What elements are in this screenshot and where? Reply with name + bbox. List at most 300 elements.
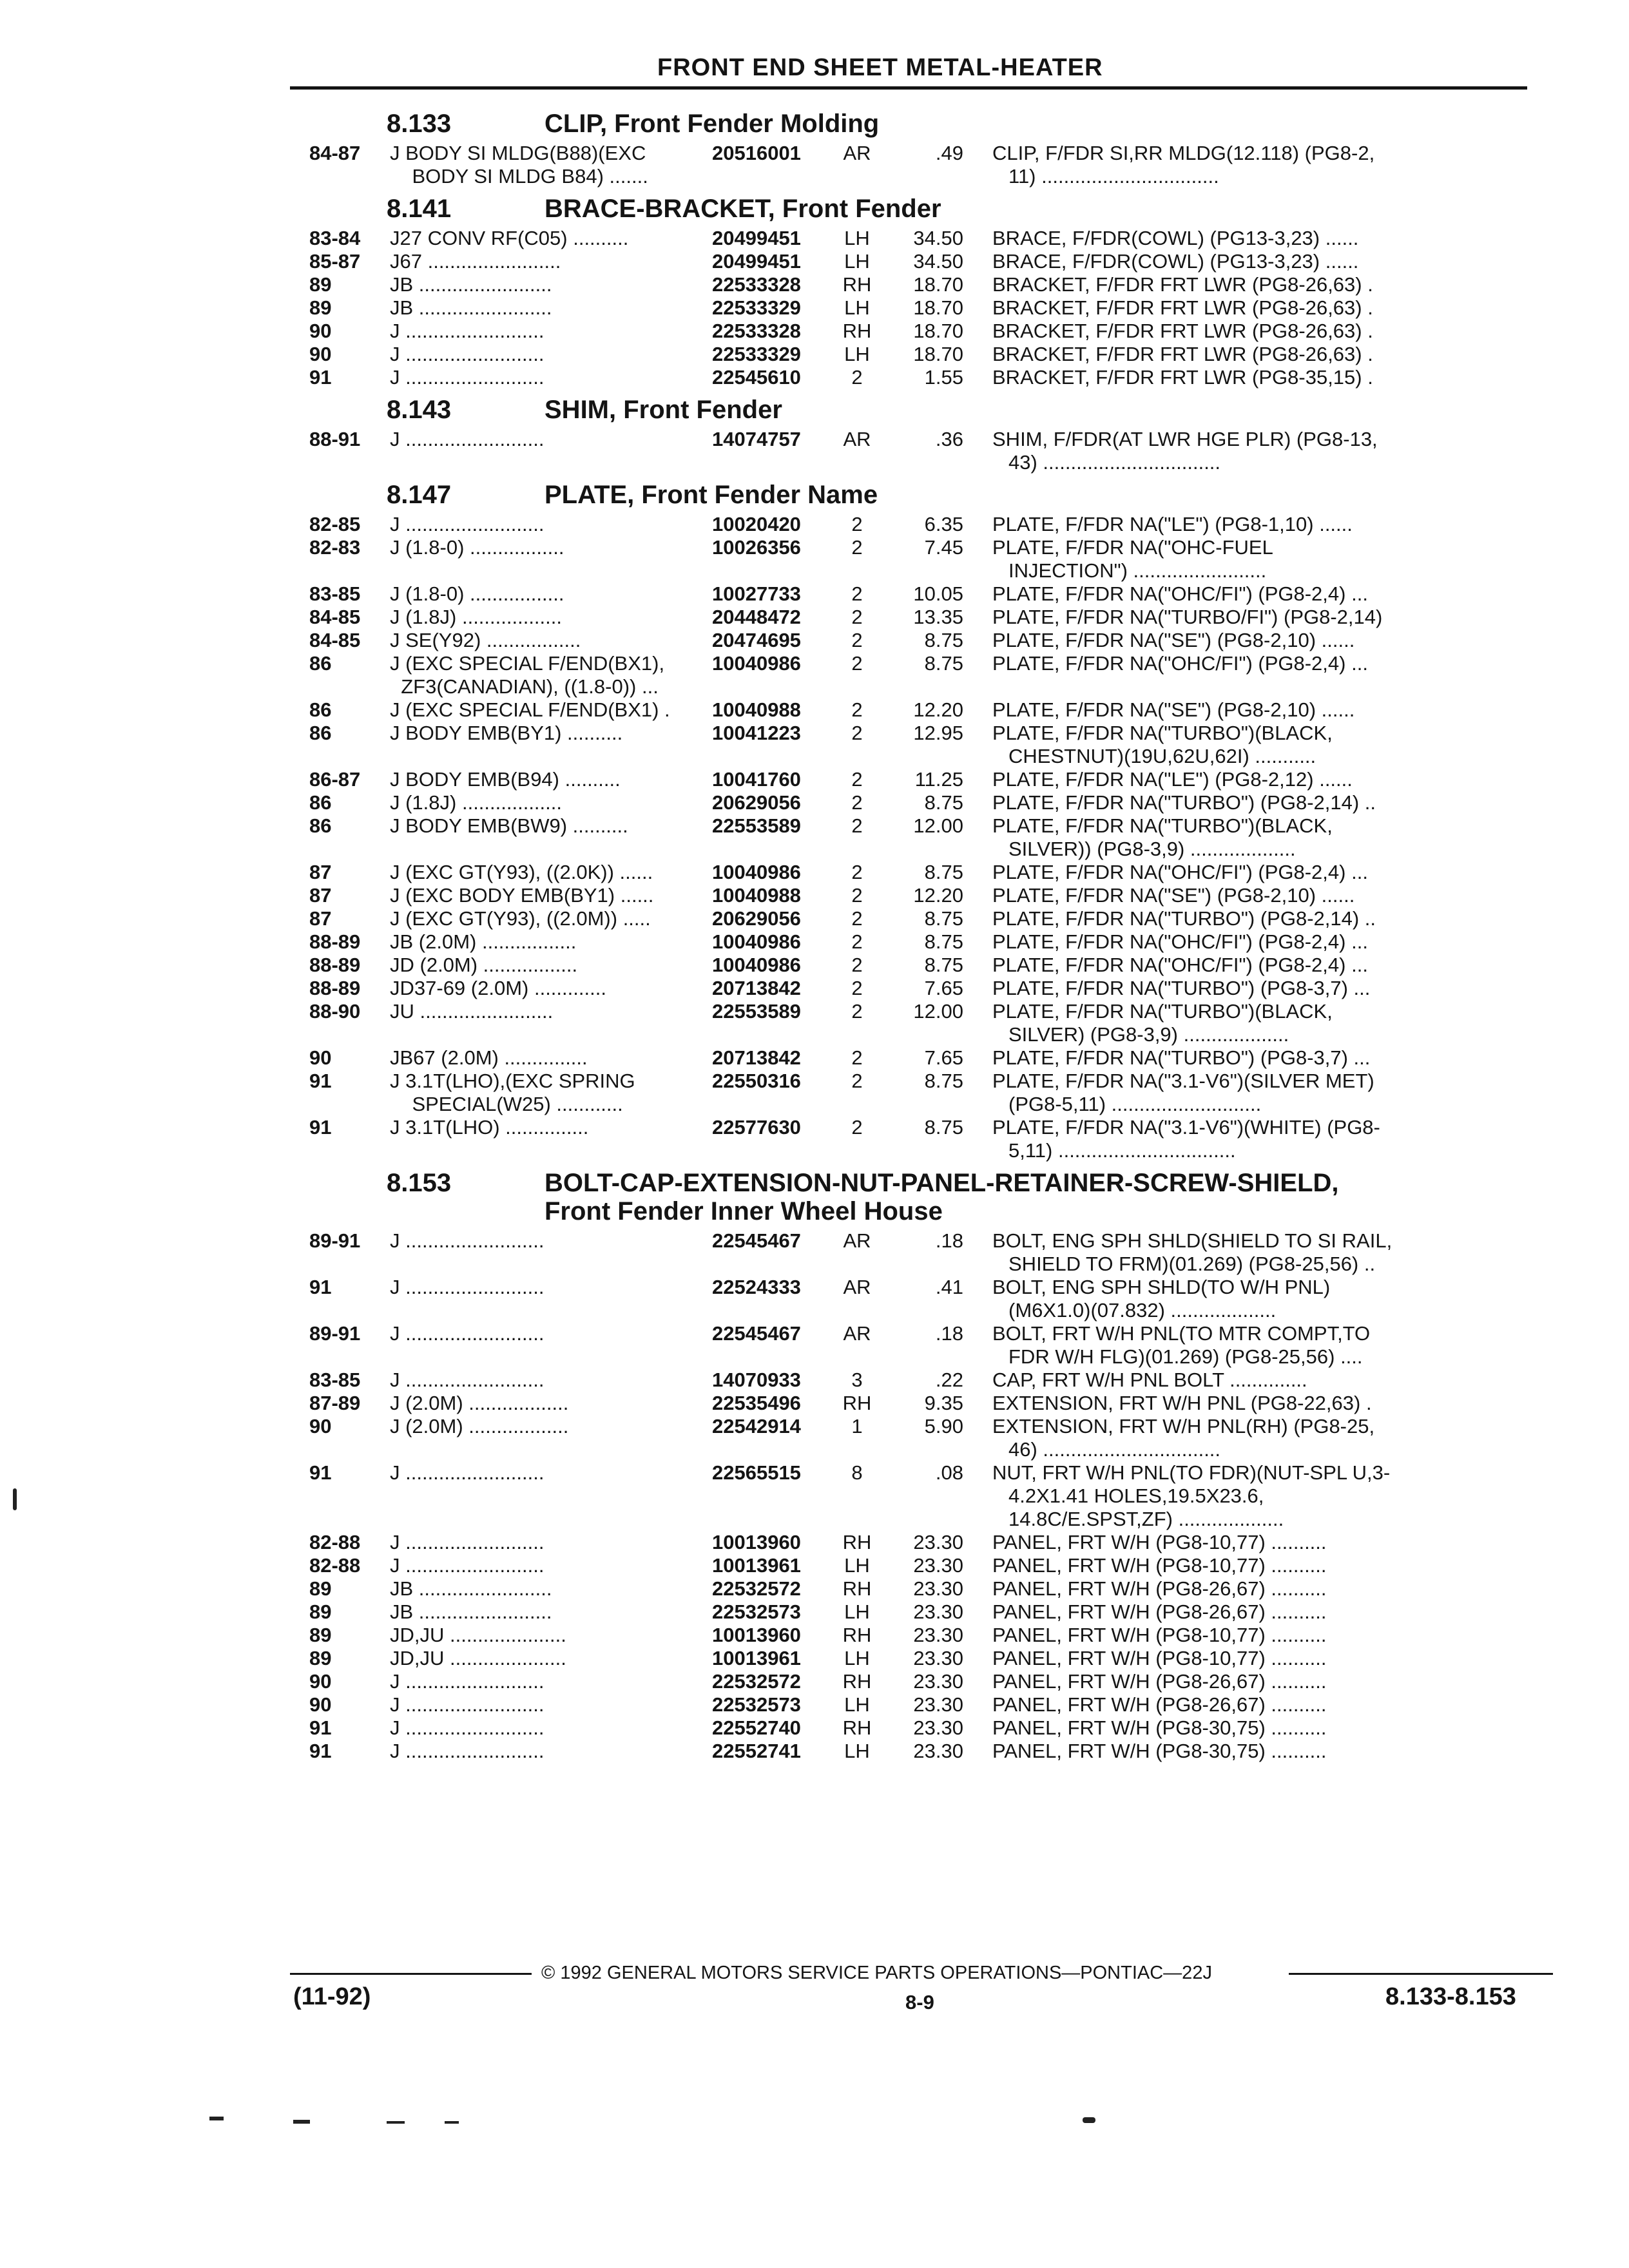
model-description [390, 1716, 712, 1740]
table-row [309, 954, 1534, 977]
table-row [309, 536, 1534, 582]
quantity: 2 [851, 629, 863, 651]
column-gap [963, 1070, 992, 1116]
price: 8.75 [924, 629, 963, 651]
model-year: 89 [309, 1624, 332, 1646]
model-year: 90 [309, 343, 332, 365]
part-description [992, 1415, 1534, 1461]
price: 12.20 [913, 698, 963, 721]
quantity: AR [843, 1276, 871, 1298]
model-description [390, 1670, 712, 1693]
part-number: 20499451 [712, 227, 801, 249]
model-line: JB (2.0M) ................. [390, 930, 577, 953]
model-description [390, 652, 712, 698]
model-description [390, 1740, 712, 1763]
page-title: FRONT END SHEET METAL-HEATER [657, 54, 1103, 81]
description-line: CAP, FRT W/H PNL BOLT .............. [992, 1369, 1307, 1391]
model-line: J (EXC BODY EMB(BY1) ...... [390, 884, 654, 907]
model-line: J27 CONV RF(C05) .......... [390, 227, 629, 249]
part-description [992, 1508, 1534, 1531]
price: 23.30 [913, 1647, 963, 1669]
model-year: 88-89 [309, 930, 361, 953]
description-line: PLATE, F/FDR NA("SE") (PG8-2,10) ...... [992, 629, 1355, 651]
model-year: 90 [309, 1415, 332, 1437]
column-gap [963, 1415, 992, 1461]
section-header [309, 195, 1534, 223]
model-year: 89-91 [309, 1322, 361, 1345]
part-description [992, 1670, 1534, 1693]
part-description [992, 629, 1534, 652]
quantity: RH [842, 273, 872, 296]
part-number: 22533328 [712, 273, 801, 296]
model-year: 91 [309, 1116, 332, 1139]
model-description [390, 1415, 712, 1461]
quantity: 1 [851, 1415, 863, 1437]
part-description [992, 1116, 1534, 1162]
part-description [992, 768, 1534, 791]
column-gap [963, 296, 992, 320]
table-row [309, 1392, 1534, 1415]
model-description [390, 1647, 712, 1670]
part-number: 10041760 [712, 768, 801, 791]
price: .22 [935, 1369, 963, 1391]
part-description [992, 1716, 1534, 1740]
model-line: J67 ........................ [390, 250, 561, 273]
part-description [992, 1322, 1534, 1369]
table-row [309, 1415, 1534, 1461]
part-number: 10013960 [712, 1531, 801, 1553]
model-year: 90 [309, 1046, 332, 1069]
part-description [992, 1461, 1534, 1508]
column-gap [963, 1322, 992, 1369]
part-description [992, 884, 1534, 907]
price: 5.90 [924, 1415, 963, 1437]
model-description [390, 1322, 712, 1369]
quantity: 2 [851, 1070, 863, 1092]
description-line: PLATE, F/FDR NA("TURBO") (PG8-2,14) .. [992, 907, 1376, 930]
model-year: 82-88 [309, 1554, 361, 1577]
quantity: LH [844, 1554, 870, 1577]
part-description [992, 1740, 1534, 1763]
description-line: PLATE, F/FDR NA("SE") (PG8-2,10) ...... [992, 698, 1355, 721]
model-description [390, 142, 712, 188]
description-line: PLATE, F/FDR NA("TURBO")(BLACK, [992, 1000, 1333, 1023]
model-year: 82-85 [309, 513, 361, 535]
model-year: 86 [309, 722, 332, 744]
part-description [992, 366, 1534, 389]
part-description [992, 1046, 1534, 1070]
model-line: J ......................... [390, 1369, 545, 1391]
model-description [390, 1508, 712, 1531]
price: 23.30 [913, 1531, 963, 1553]
column-gap [963, 1508, 992, 1531]
model-description [390, 1624, 712, 1647]
description-continuation: SILVER)) (PG8-3,9) ................... [1008, 838, 1296, 860]
quantity: 2 [851, 930, 863, 953]
model-line: J BODY SI MLDG(B88)(EXC [390, 142, 646, 164]
model-year: 86 [309, 791, 332, 814]
description-line: BOLT, ENG SPH SHLD(SHIELD TO SI RAIL, [992, 1229, 1393, 1252]
column-gap [963, 273, 992, 296]
quantity: 2 [851, 1046, 863, 1069]
part-description [992, 1000, 1534, 1046]
model-line: J BODY EMB(BY1) .......... [390, 722, 623, 744]
description-continuation: 4.2X1.41 HOLES,19.5X23.6, [1008, 1485, 1264, 1507]
description-line: PLATE, F/FDR NA("OHC/FI") (PG8-2,4) ... [992, 582, 1368, 605]
part-description [992, 1693, 1534, 1716]
model-line: J (1.8-0) ................. [390, 536, 564, 559]
model-year: 88-89 [309, 977, 361, 999]
part-number: 10040988 [712, 884, 801, 907]
column-gap [963, 629, 992, 652]
description-line: PLATE, F/FDR NA("OHC/FI") (PG8-2,4) ... [992, 652, 1368, 675]
description-line: EXTENSION, FRT W/H PNL (PG8-22,63) . [992, 1392, 1372, 1414]
model-year: 91 [309, 1070, 332, 1092]
description-line: NUT, FRT W/H PNL(TO FDR)(NUT-SPL U,3- [992, 1461, 1391, 1484]
scan-mark [445, 2121, 459, 2124]
column-gap [963, 1000, 992, 1046]
price: 11.25 [914, 768, 963, 791]
model-description [390, 907, 712, 930]
table-row [309, 1531, 1534, 1554]
model-line: ZF3(CANADIAN), ((1.8-0)) ... [390, 675, 659, 698]
table-row [309, 1461, 1534, 1508]
description-line: PLATE, F/FDR NA("SE") (PG8-2,10) ...... [992, 884, 1355, 907]
price [880, 1508, 963, 1531]
model-line: J ......................... [390, 1670, 545, 1693]
description-line: SHIM, F/FDR(AT LWR HGE PLR) (PG8-13, [992, 428, 1378, 450]
column-gap [963, 1116, 992, 1162]
price: 10.05 [913, 582, 963, 605]
description-line: BRACKET, F/FDR FRT LWR (PG8-26,63) . [992, 343, 1373, 365]
part-number: 14074757 [712, 428, 801, 450]
table-row [309, 428, 1534, 474]
scan-mark [209, 2117, 224, 2120]
model-year: 91 [309, 366, 332, 389]
section-title-line: CLIP, Front Fender Molding [545, 110, 880, 138]
model-description [390, 722, 712, 768]
model-year: 90 [309, 320, 332, 342]
price: 7.65 [924, 1046, 963, 1069]
table-row [309, 1554, 1534, 1577]
table-row [309, 907, 1534, 930]
model-year: 88-91 [309, 428, 361, 450]
part-number: 10041223 [712, 722, 801, 744]
model-year [309, 1508, 390, 1531]
model-year: 84-85 [309, 606, 361, 628]
quantity: 2 [851, 1000, 863, 1023]
column-gap [963, 606, 992, 629]
quantity: 2 [851, 652, 863, 675]
quantity: 2 [851, 791, 863, 814]
quantity: LH [844, 1600, 870, 1623]
part-number [712, 1508, 834, 1531]
section-title-line: BOLT-CAP-EXTENSION-NUT-PANEL-RETAINER-SCREW-SHIELD, [545, 1169, 1339, 1197]
description-line: PANEL, FRT W/H (PG8-10,77) .......... [992, 1624, 1327, 1646]
column-gap [963, 320, 992, 343]
model-description [390, 428, 712, 474]
part-description [992, 1369, 1534, 1392]
section-title [545, 396, 1534, 424]
column-gap [963, 536, 992, 582]
scan-mark [13, 1488, 17, 1510]
price: 23.30 [913, 1554, 963, 1577]
part-number: 20516001 [712, 142, 801, 164]
part-number: 22577630 [712, 1116, 801, 1139]
part-number: 10040986 [712, 930, 801, 953]
column-gap [963, 1647, 992, 1670]
description-line: PANEL, FRT W/H (PG8-26,67) .......... [992, 1693, 1327, 1716]
description-continuation: INJECTION") ........................ [1008, 559, 1267, 582]
model-line: J (2.0M) .................. [390, 1415, 569, 1437]
model-line: J ......................... [390, 320, 545, 342]
price: 8.75 [924, 1116, 963, 1139]
quantity: 2 [851, 977, 863, 999]
price: 12.95 [913, 722, 963, 744]
part-description [992, 930, 1534, 954]
section-title [545, 481, 1534, 509]
model-description [390, 1276, 712, 1322]
model-line: J BODY EMB(B94) .......... [390, 768, 621, 791]
price: 23.30 [913, 1740, 963, 1762]
part-description [992, 1070, 1534, 1116]
model-year: 90 [309, 1693, 332, 1716]
quantity: 2 [851, 606, 863, 628]
table-row [309, 1322, 1534, 1369]
quantity [834, 1508, 880, 1531]
part-description [992, 582, 1534, 606]
table-row [309, 722, 1534, 768]
model-year: 85-87 [309, 250, 361, 273]
model-description [390, 227, 712, 250]
model-line: JB ........................ [390, 296, 552, 319]
price: 12.00 [913, 814, 963, 837]
part-number: 22552740 [712, 1716, 801, 1739]
column-gap [963, 930, 992, 954]
part-number: 20448472 [712, 606, 801, 628]
part-description [992, 1624, 1534, 1647]
model-description [390, 536, 712, 582]
description-continuation: 14.8C/E.SPST,ZF) ................... [1008, 1508, 1284, 1530]
section-title-line: PLATE, Front Fender Name [545, 481, 878, 509]
price: 12.00 [913, 1000, 963, 1023]
part-description [992, 343, 1534, 366]
column-gap [963, 1461, 992, 1508]
description-line: PANEL, FRT W/H (PG8-30,75) .......... [992, 1716, 1327, 1739]
table-row [309, 861, 1534, 884]
description-line: PANEL, FRT W/H (PG8-10,77) .......... [992, 1554, 1327, 1577]
quantity: 2 [851, 814, 863, 837]
model-description [390, 1554, 712, 1577]
price: 23.30 [913, 1600, 963, 1623]
model-description [390, 954, 712, 977]
part-number: 20629056 [712, 907, 801, 930]
table-row [309, 884, 1534, 907]
price: .08 [935, 1461, 963, 1484]
model-description [390, 1693, 712, 1716]
quantity: RH [842, 1670, 872, 1693]
model-line: J ......................... [390, 1461, 545, 1484]
description-line: BRACKET, F/FDR FRT LWR (PG8-35,15) . [992, 366, 1373, 389]
model-description [390, 930, 712, 954]
section-title-line: BRACE-BRACKET, Front Fender [545, 195, 941, 223]
part-description [992, 296, 1534, 320]
part-number: 22524333 [712, 1276, 801, 1298]
model-description [390, 884, 712, 907]
part-number: 20499451 [712, 250, 801, 273]
description-line: PLATE, F/FDR NA("OHC-FUEL [992, 536, 1273, 559]
column-gap [963, 1369, 992, 1392]
model-line: J ......................... [390, 1531, 545, 1553]
section-title-line: SHIM, Front Fender [545, 396, 782, 424]
model-description [390, 629, 712, 652]
column-gap [963, 582, 992, 606]
price: 23.30 [913, 1670, 963, 1693]
price: .36 [935, 428, 963, 450]
table-row [309, 1716, 1534, 1740]
quantity: 2 [851, 861, 863, 883]
section-title [545, 1169, 1534, 1225]
table-row [309, 1600, 1534, 1624]
column-gap [963, 1740, 992, 1763]
table-row [309, 273, 1534, 296]
part-description [992, 513, 1534, 536]
price: 23.30 [913, 1624, 963, 1646]
model-description [390, 296, 712, 320]
description-continuation: CHESTNUT)(19U,62U,62I) ........... [1008, 745, 1316, 767]
part-description [992, 1554, 1534, 1577]
footer-date: (11-92) [293, 1983, 371, 2010]
section-header [309, 396, 1534, 424]
price: 34.50 [913, 250, 963, 273]
model-line: J ......................... [390, 366, 545, 389]
table-row [309, 582, 1534, 606]
model-description [390, 1392, 712, 1415]
price: 6.35 [924, 513, 963, 535]
column-gap [963, 513, 992, 536]
model-line: JD,JU ..................... [390, 1647, 566, 1669]
part-description [992, 1577, 1534, 1600]
description-line: PLATE, F/FDR NA("TURBO/FI") (PG8-2,14) [992, 606, 1383, 628]
part-description [992, 273, 1534, 296]
column-gap [963, 1624, 992, 1647]
model-line: J ......................... [390, 1716, 545, 1739]
model-description [390, 977, 712, 1000]
section-header [309, 110, 1534, 138]
description-line: PLATE, F/FDR NA("TURBO") (PG8-3,7) ... [992, 1046, 1371, 1069]
table-row [309, 1000, 1534, 1046]
column-gap [963, 791, 992, 814]
section-number: 8.133 [387, 110, 452, 138]
section-title [545, 110, 1534, 138]
column-gap [963, 907, 992, 930]
table-row [309, 814, 1534, 861]
model-year: 83-85 [309, 1369, 361, 1391]
description-line: PLATE, F/FDR NA("OHC/FI") (PG8-2,4) ... [992, 930, 1368, 953]
part-number: 20713842 [712, 1046, 801, 1069]
model-year: 86-87 [309, 768, 361, 791]
part-number: 10040986 [712, 861, 801, 883]
description-continuation: FDR W/H FLG)(01.269) (PG8-25,56) .... [1008, 1345, 1363, 1368]
copyright-notice: © 1992 GENERAL MOTORS SERVICE PARTS OPERATIONS—PONTIAC—22J [541, 1963, 1212, 1983]
part-number: 10027733 [712, 582, 801, 605]
part-number: 20474695 [712, 629, 801, 651]
part-number: 22545610 [712, 366, 801, 389]
model-year: 82-83 [309, 536, 361, 559]
description-line: PLATE, F/FDR NA("LE") (PG8-2,12) ...... [992, 768, 1353, 791]
model-description [390, 814, 712, 861]
quantity: 2 [851, 954, 863, 976]
model-year: 83-85 [309, 582, 361, 605]
quantity: RH [842, 1716, 872, 1739]
model-description [390, 768, 712, 791]
price: 13.35 [913, 606, 963, 628]
part-number: 22545467 [712, 1229, 801, 1252]
price: 34.50 [913, 227, 963, 249]
part-description [992, 907, 1534, 930]
column-gap [963, 1276, 992, 1322]
model-description [390, 1000, 712, 1046]
table-row [309, 296, 1534, 320]
part-number: 22532573 [712, 1600, 801, 1623]
part-description [992, 1276, 1534, 1322]
description-line: BOLT, ENG SPH SHLD(TO W/H PNL) [992, 1276, 1331, 1298]
description-line: PLATE, F/FDR NA("TURBO") (PG8-2,14) .. [992, 791, 1376, 814]
column-gap [963, 343, 992, 366]
model-description [390, 513, 712, 536]
section-number: 8.153 [387, 1169, 452, 1197]
column-gap [963, 954, 992, 977]
model-line: J (2.0M) .................. [390, 1392, 569, 1414]
table-row [309, 1046, 1534, 1070]
column-gap [963, 366, 992, 389]
part-number: 22533329 [712, 343, 801, 365]
part-description [992, 606, 1534, 629]
part-number: 10020420 [712, 513, 801, 535]
column-gap [963, 698, 992, 722]
price: 8.75 [924, 791, 963, 814]
part-description [992, 536, 1534, 582]
table-row [309, 343, 1534, 366]
quantity: AR [843, 428, 871, 450]
part-number: 22553589 [712, 1000, 801, 1023]
price: 7.65 [924, 977, 963, 999]
model-line: JD (2.0M) ................. [390, 954, 578, 976]
price: 23.30 [913, 1693, 963, 1716]
model-description [390, 273, 712, 296]
part-number: 22565515 [712, 1461, 801, 1484]
model-description [390, 1070, 712, 1116]
column-gap [963, 250, 992, 273]
model-line: J ......................... [390, 1276, 545, 1298]
model-year: 88-89 [309, 954, 361, 976]
column-gap [963, 884, 992, 907]
model-line: J ......................... [390, 343, 545, 365]
model-year: 87-89 [309, 1392, 361, 1414]
part-description [992, 954, 1534, 977]
model-line: SPECIAL(W25) ............ [390, 1093, 623, 1115]
price: 8.75 [924, 930, 963, 953]
model-line: J (1.8J) .................. [390, 606, 562, 628]
column-gap [963, 814, 992, 861]
quantity: LH [844, 1740, 870, 1762]
model-line: J ......................... [390, 1229, 545, 1252]
description-line: PANEL, FRT W/H (PG8-26,67) .......... [992, 1577, 1327, 1600]
description-line: BRACKET, F/FDR FRT LWR (PG8-26,63) . [992, 273, 1373, 296]
description-line: PLATE, F/FDR NA("LE") (PG8-1,10) ...... [992, 513, 1353, 535]
quantity: LH [844, 250, 870, 273]
part-description [992, 142, 1534, 188]
